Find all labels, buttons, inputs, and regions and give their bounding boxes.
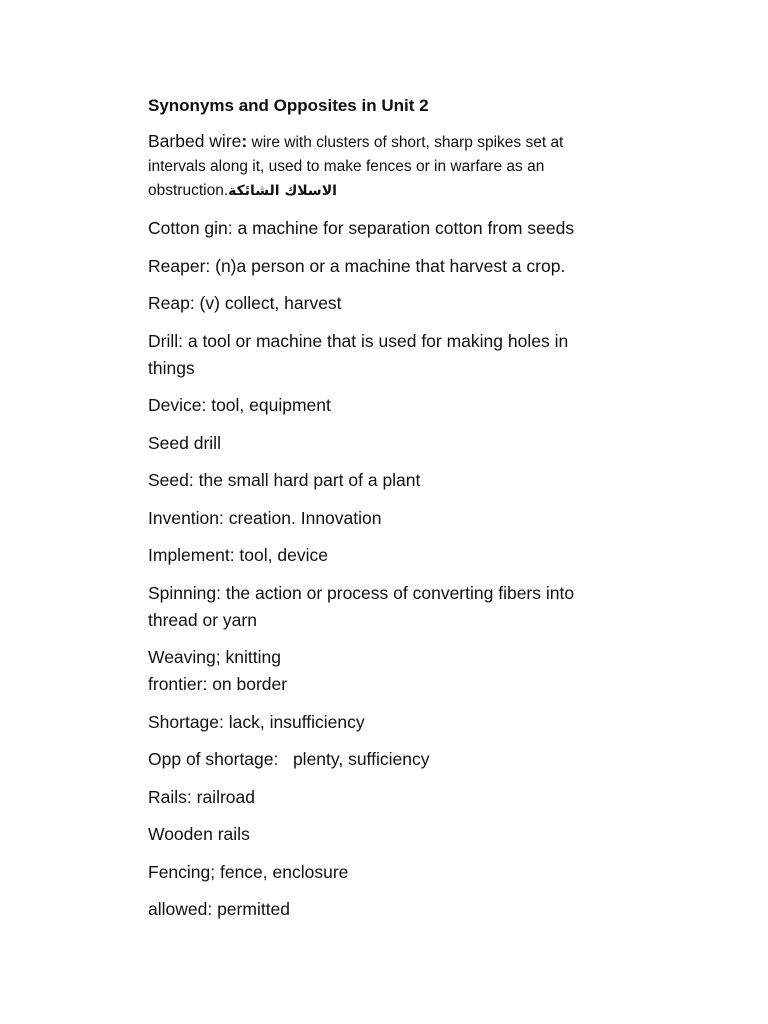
entry-opp-shortage: Opp of shortage: plenty, sufficiency [148, 749, 430, 769]
entry-definition: wire with clusters of short, sharp spikes set at intervals along it, used to make fences or in warfare as an obstruction. [148, 134, 564, 199]
entry-implement: Implement: tool, device [148, 545, 328, 565]
entry-cotton-gin: Cotton gin: a machine for separation cotton from seeds [148, 218, 575, 238]
entry-colon: : [241, 131, 248, 151]
arabic-translation: الاسلاك الشائكة [228, 183, 337, 199]
entry-allowed: allowed: permitted [148, 899, 291, 919]
entry-frontier: frontier: on border [148, 674, 288, 694]
entry-reaper: Reaper: (n)a person or a machine that harvest a crop. [148, 255, 566, 276]
entry-shortage: Shortage: lack, insufficiency [148, 711, 365, 732]
entry-weaving-frontier [148, 644, 618, 698]
entry-term: Barbed wire [148, 131, 242, 151]
entry-invention: Invention: creation. Innovation [148, 507, 382, 528]
document-page [148, 94, 618, 934]
page-title: Synonyms and Opposites in Unit 2 [148, 96, 429, 115]
entry-drill: Drill: a tool or machine that is used for making holes in things [148, 330, 569, 378]
entry-barbed-wire [148, 130, 618, 202]
entry-device: Device: tool, equipment [148, 395, 331, 415]
entry-seed: Seed: the small hard part of a plant [148, 470, 421, 490]
entry-fencing: Fencing; fence, enclosure [148, 861, 349, 882]
entry-seed-drill: Seed drill [148, 432, 221, 453]
entry-rails: Rails: railroad [148, 786, 255, 807]
entry-weaving: Weaving; knitting [148, 647, 281, 667]
entry-spinning: Spinning: the action or process of converting fibers into thread or yarn [148, 582, 575, 630]
entry-wooden-rails: Wooden rails [148, 824, 250, 844]
entry-reap: Reap: (v) collect, harvest [148, 293, 342, 313]
